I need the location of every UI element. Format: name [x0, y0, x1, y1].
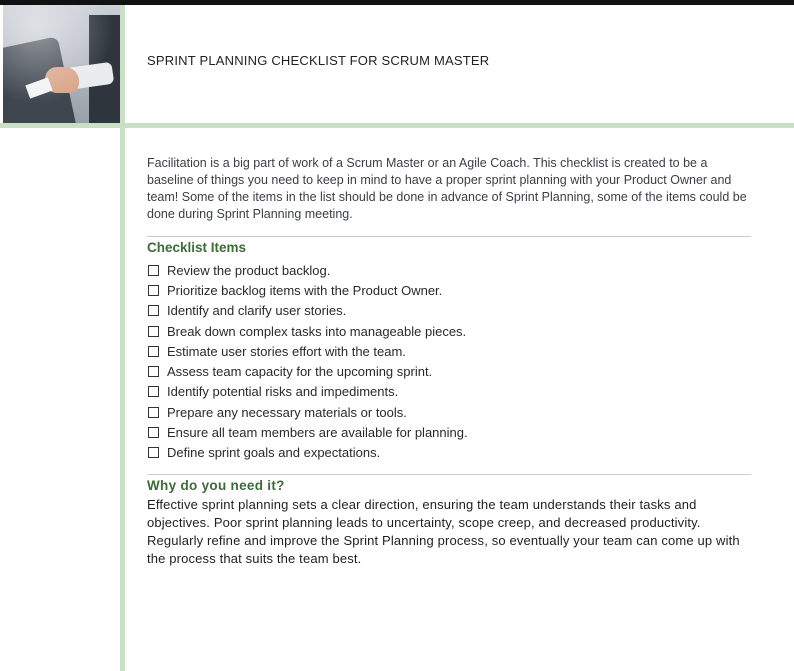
checkbox-icon[interactable] — [148, 265, 159, 276]
checklist-item — [147, 361, 751, 381]
checklist-item — [147, 321, 751, 341]
why-heading: Why do you need it? — [147, 477, 285, 493]
checkbox-icon[interactable] — [148, 285, 159, 296]
checklist-item-label: Estimate user stories effort with the team. — [167, 343, 406, 359]
checklist-item — [147, 443, 751, 463]
vertical-accent-line — [120, 5, 125, 671]
checklist-item — [147, 422, 751, 442]
checkbox-icon[interactable] — [148, 346, 159, 357]
checklist-item — [147, 260, 751, 280]
document-body — [147, 155, 751, 568]
section-divider — [147, 474, 751, 475]
horizontal-accent-line — [0, 123, 794, 128]
checklist-item-label: Assess team capacity for the upcoming sprint. — [167, 364, 433, 380]
intro-paragraph: Facilitation is a big part of work of a Scrum Master or an Agile Coach. This checklist is created to be a baseline of things you need to keep in mind to have a proper sprint planning with your Product Owner and team! Some of the items in the list should be done in advance of Sprint Planning, some of the items could be done during Sprint Planning meeting. — [147, 156, 747, 221]
checkbox-icon[interactable] — [148, 427, 159, 438]
page-title: SPRINT PLANNING CHECKLIST FOR SCRUM MASTER — [147, 53, 490, 68]
handshake-photo — [3, 5, 120, 123]
checklist-item-label: Prioritize backlog items with the Product Owner. — [167, 282, 443, 298]
checklist-item — [147, 402, 751, 422]
checklist-item — [147, 382, 751, 402]
checklist-item-label: Review the product backlog. — [167, 262, 331, 278]
checklist-item-label: Identify and clarify user stories. — [167, 303, 347, 319]
checklist-item-label: Prepare any necessary materials or tools. — [167, 404, 407, 420]
checkbox-icon[interactable] — [148, 305, 159, 316]
checklist-heading: Checklist Items — [147, 240, 247, 255]
checkbox-icon[interactable] — [148, 366, 159, 377]
checklist-item-label: Identify potential risks and impediments. — [167, 384, 399, 400]
checklist-item-label: Ensure all team members are available for planning. — [167, 425, 468, 441]
checklist-item — [147, 341, 751, 361]
checklist-item — [147, 280, 751, 300]
checklist-item-label: Define sprint goals and expectations. — [167, 445, 381, 461]
checkbox-icon[interactable] — [148, 326, 159, 337]
checkbox-icon[interactable] — [148, 407, 159, 418]
checklist — [147, 260, 751, 463]
section-divider — [147, 236, 751, 237]
photo-glow — [3, 5, 120, 123]
checklist-item-label: Break down complex tasks into manageable pieces. — [167, 323, 467, 339]
checkbox-icon[interactable] — [148, 447, 159, 458]
checkbox-icon[interactable] — [148, 386, 159, 397]
checklist-item — [147, 301, 751, 321]
why-paragraph: Effective sprint planning sets a clear direction, ensuring the team understands their tasks and objectives. Poor sprint planning leads to uncertainty, scope creep, and decreased productivity. Regularly refine and improve the Sprint Planning process, so eventually your team can come up with the process that suits the team best. — [147, 496, 740, 566]
